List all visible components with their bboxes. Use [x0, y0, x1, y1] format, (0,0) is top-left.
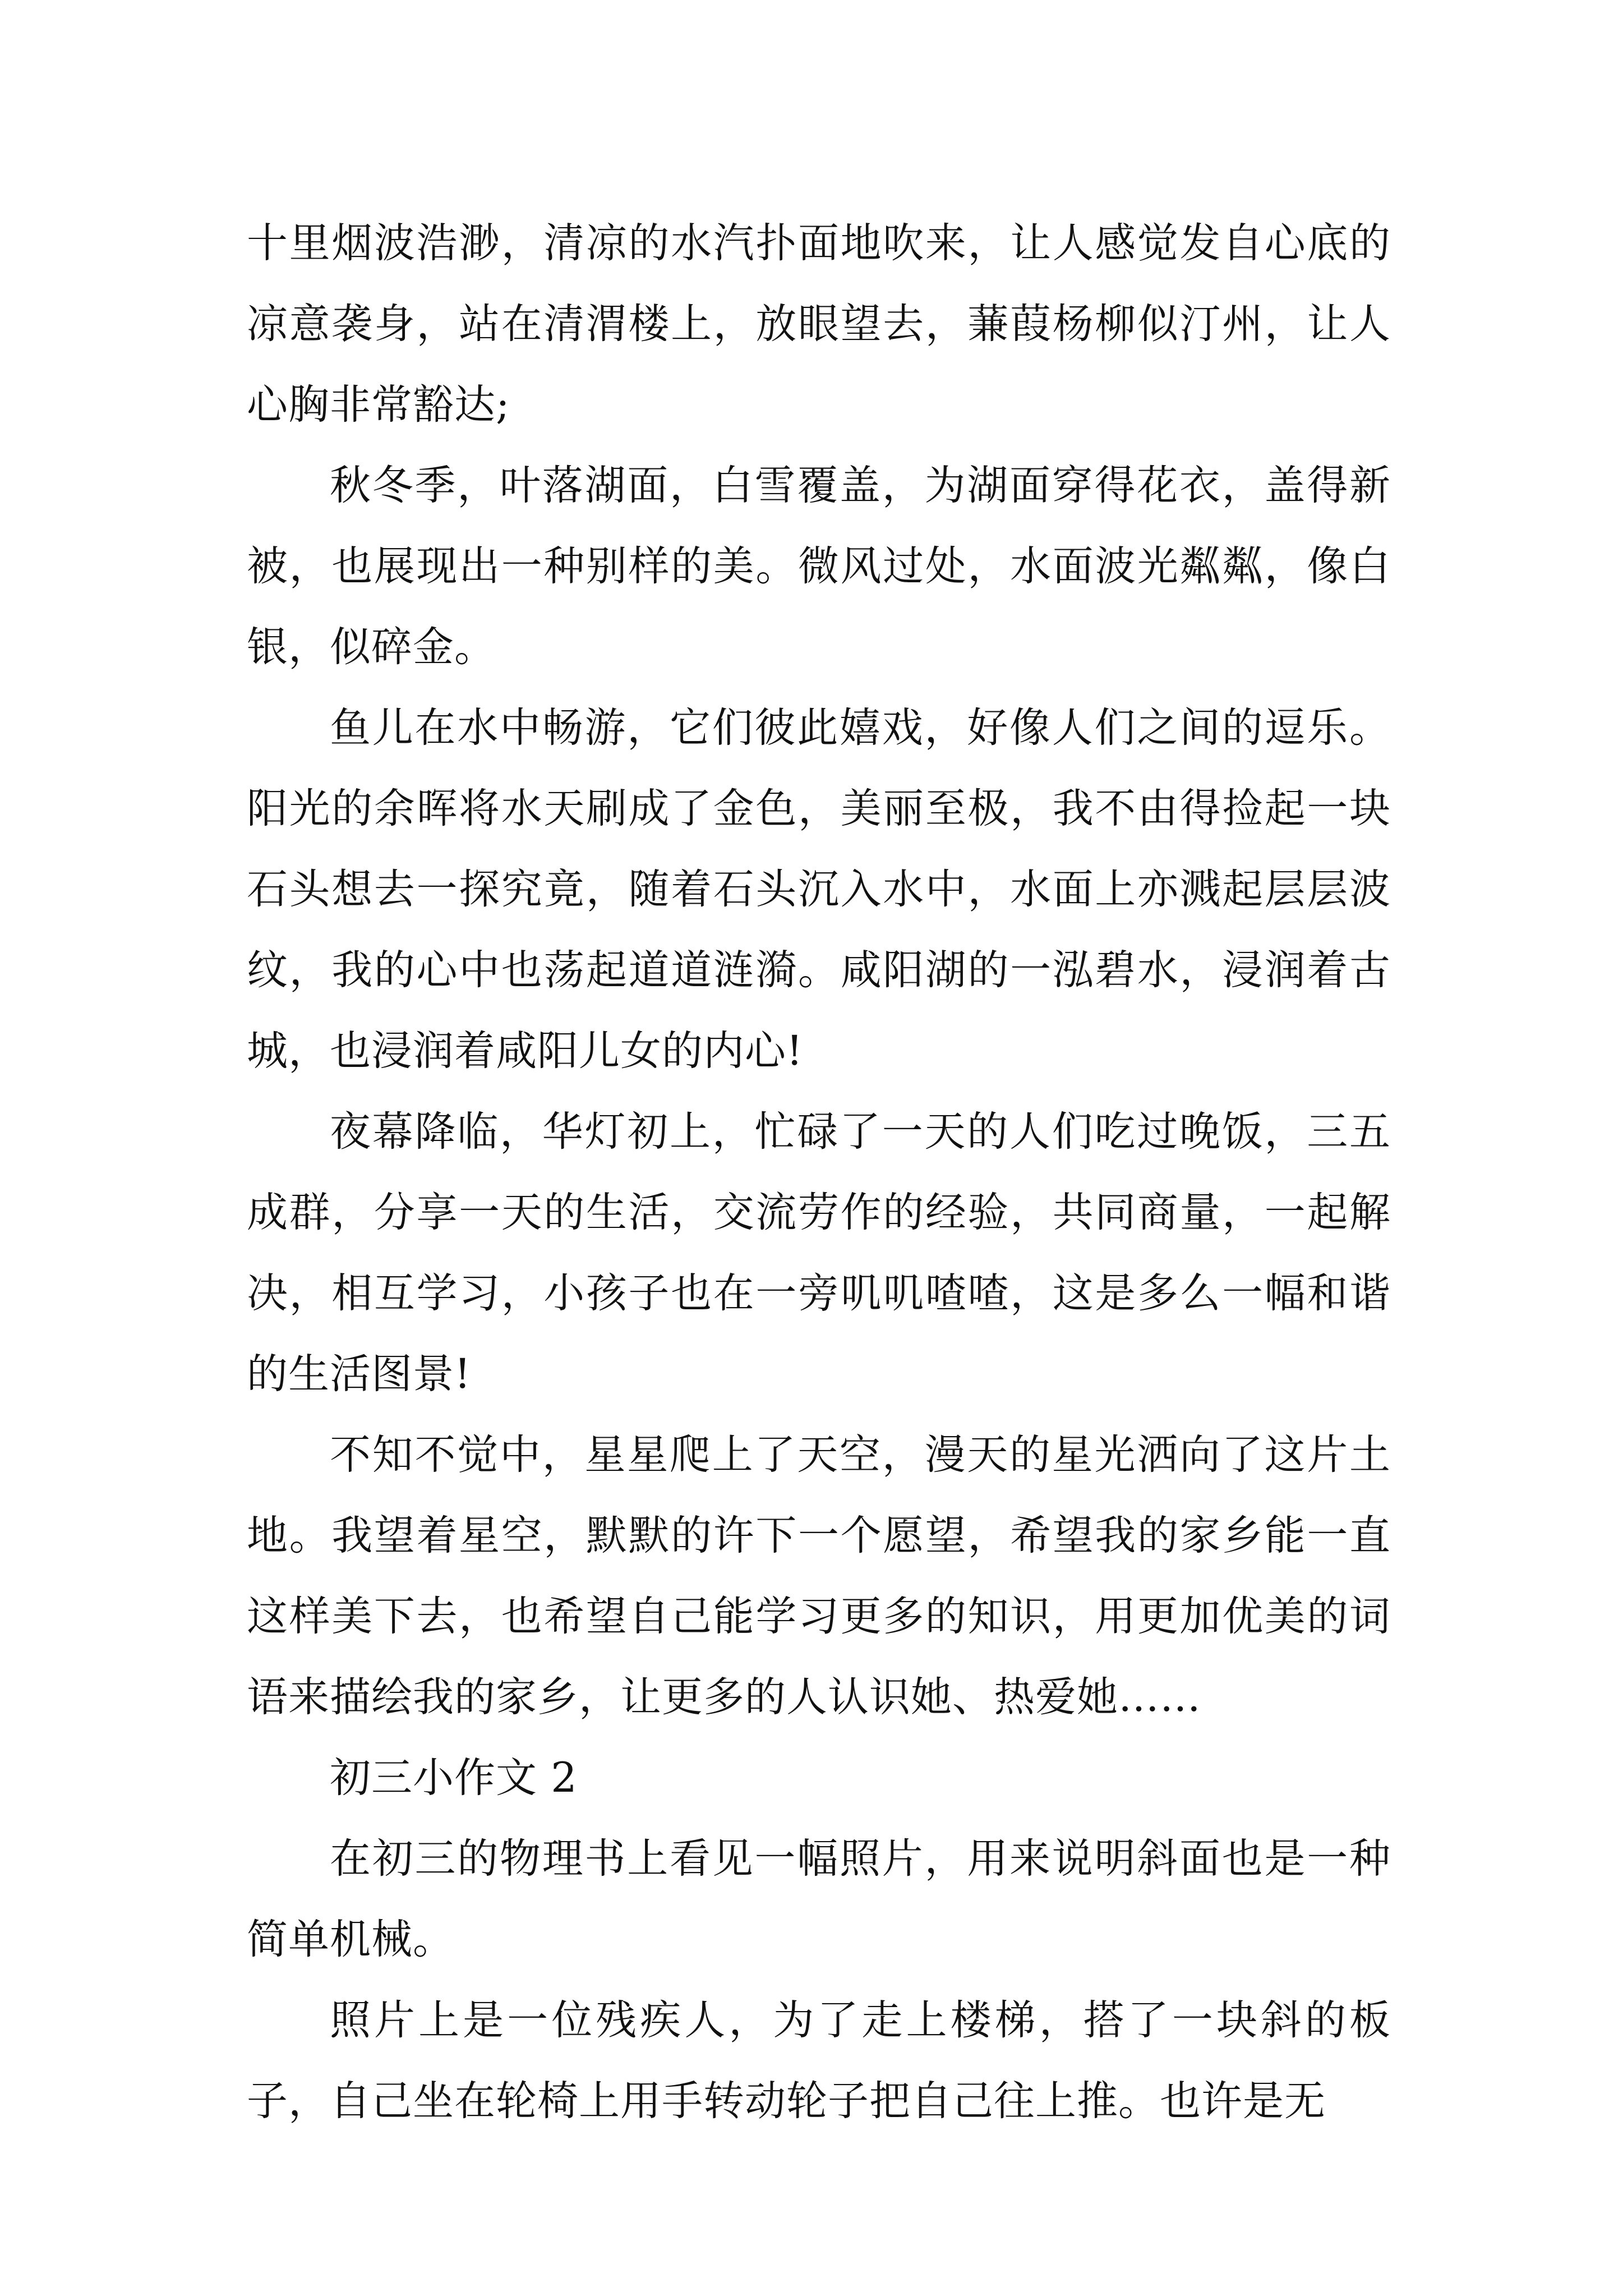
document-body: [247, 203, 1391, 2142]
paragraph-5: 不知不觉中，星星爬上了天空，漫天的星光洒向了这片土地。我望着星空，默默的许下一个愿望，希望我的家乡能一直这样美下去，也希望自己能学习更多的知识，用更加优美的词语来描绘我的家乡，让更多的人认识她、热爱她……: [247, 1431, 1391, 1721]
paragraph-6: 在初三的物理书上看见一幅照片，用来说明斜面也是一种简单机械。: [247, 1835, 1391, 1963]
paragraph-1: 十里烟波浩渺，清凉的水汽扑面地吹来，让人感觉发自心底的凉意袭身，站在清渭楼上，放眼望去，蒹葭杨柳似汀州，让人心胸非常豁达;: [247, 219, 1391, 429]
paragraph-3: 鱼儿在水中畅游，它们彼此嬉戏，好像人们之间的逗乐。阳光的余晖将水天刷成了金色，美丽至极，我不由得捡起一块石头想去一探究竟，随着石头沉入水中，水面上亦溅起层层波纹，我的心中也荡起道道涟漪。咸阳湖的一泓碧水，浸润着古城，也浸润着咸阳儿女的内心!: [247, 704, 1391, 1075]
paragraph-7: 照片上是一位残疾人，为了走上楼梯，搭了一块斜的板子，自己坐在轮椅上用手转动轮子把自己往上推。也许是无: [247, 1996, 1391, 2125]
paragraph-4: 夜幕降临，华灯初上，忙碌了一天的人们吃过晚饭，三五成群，分享一天的生活，交流劳作的经验，共同商量，一起解决，相互学习，小孩子也在一旁叽叽喳喳，这是多么一幅和谐的生活图景!: [247, 1108, 1391, 1398]
section-heading: 初三小作文 2: [330, 1754, 578, 1802]
paragraph-2: 秋冬季，叶落湖面，白雪覆盖，为湖面穿得花衣，盖得新被，也展现出一种别样的美。微风过处，水面波光粼粼，像白银，似碎金。: [247, 462, 1391, 671]
